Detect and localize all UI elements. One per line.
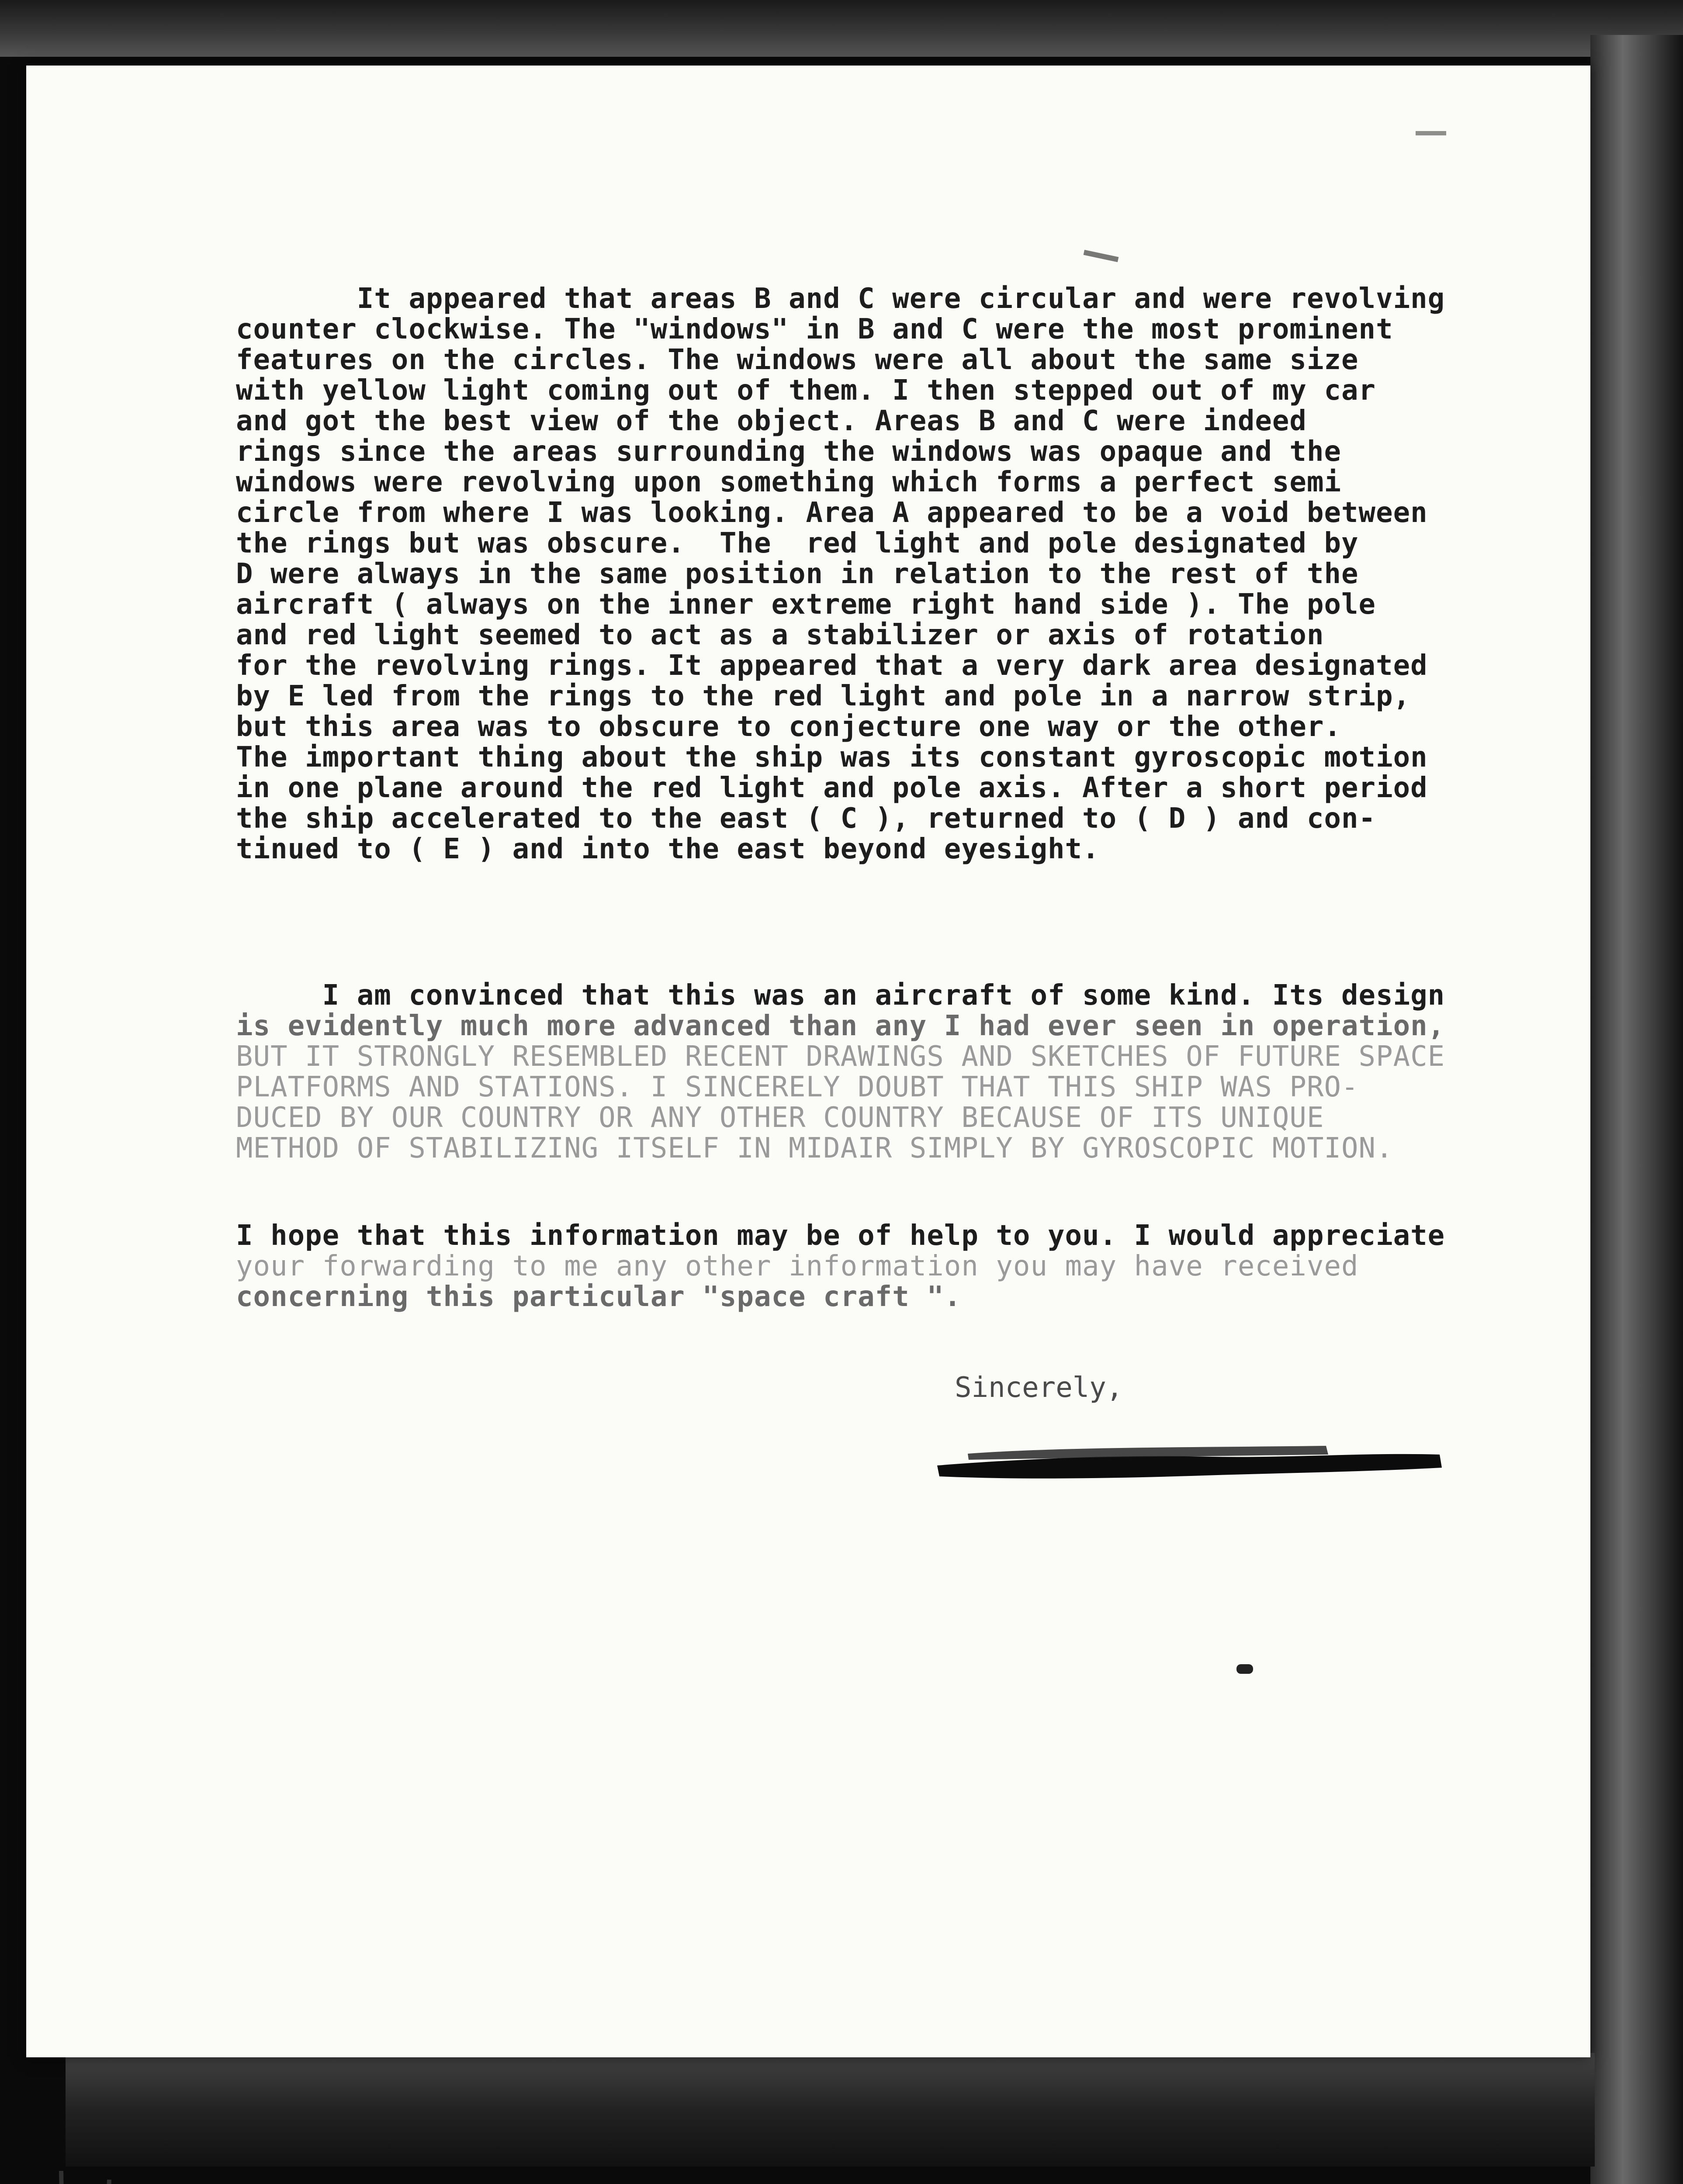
text-line: by E led from the rings to the red light and pole in a narrow strip, [236, 680, 1411, 712]
text-line: I am convinced that this was an aircraft of some kind. Its design [236, 979, 1445, 1012]
stray-mark-top [1084, 250, 1119, 262]
scan-lower-edge [66, 2053, 1595, 2167]
scan-right-edge [1590, 35, 1683, 2184]
text-line: and got the best view of the object. Areas B and C were indeed [236, 405, 1307, 437]
stray-mark-center [1236, 1664, 1253, 1674]
text-line: and red light seemed to act as a stabilizer or axis of rotation [236, 619, 1324, 651]
text-line: concerning this particular "space craft ". [236, 1281, 962, 1313]
text-line: the ship accelerated to the east ( C ), returned to ( D ) and con- [236, 802, 1376, 835]
text-line: BUT IT STRONGLY RESEMBLED RECENT DRAWINGS AND SKETCHES OF FUTURE SPACE [236, 1040, 1445, 1073]
text-line: aircraft ( always on the inner extreme right hand side ). The pole [236, 588, 1376, 621]
text-line: The important thing about the ship was its constant gyroscopic motion [236, 741, 1428, 774]
text-line: the rings but was obscure. The red light and pole designated by [236, 527, 1359, 560]
text-line: features on the circles. The windows were all about the same size [236, 344, 1359, 376]
redaction-bar [933, 1441, 1444, 1481]
closing-salutation: Sincerely, [955, 1372, 1123, 1404]
letter-page [26, 66, 1590, 2057]
text-line: with yellow light coming out of them. I then stepped out of my car [236, 374, 1376, 407]
text-line: D were always in the same position in relation to the rest of the [236, 558, 1359, 590]
text-line: counter clockwise. The "windows" in B and C were the most prominent [236, 313, 1393, 346]
text-line: but this area was to obscure to conjecture one way or the other. [236, 711, 1341, 743]
text-line: your forwarding to me any other information you may have received [236, 1250, 1359, 1282]
text-line: for the revolving rings. It appeared that a very dark area designated [236, 650, 1428, 682]
text-line: windows were revolving upon something which forms a perfect semi [236, 466, 1341, 498]
text-line: tinued to ( E ) and into the east beyond eyesight. [236, 833, 1100, 865]
text-line: rings since the areas surrounding the windows was opaque and the [236, 435, 1341, 468]
text-line: in one plane around the red light and pole axis. After a short period [236, 772, 1428, 804]
text-line: circle from where I was looking. Area A appeared to be a void between [236, 497, 1428, 529]
stray-mark-corner [1416, 131, 1446, 135]
text-line: I hope that this information may be of help to you. I would appreciate [236, 1220, 1445, 1252]
margin-scratch-marks [48, 2162, 162, 2184]
text-line: METHOD OF STABILIZING ITSELF IN MIDAIR SIMPLY BY GYROSCOPIC MOTION. [236, 1132, 1393, 1165]
scan-top-edge [0, 0, 1683, 57]
text-line: is evidently much more advanced than any I had ever seen in operation, [236, 1010, 1445, 1042]
text-line: PLATFORMS AND STATIONS. I SINCERELY DOUBT THAT THIS SHIP WAS PRO- [236, 1071, 1359, 1103]
text-line: It appeared that areas B and C were circular and were revolving [236, 283, 1445, 315]
text-line: DUCED BY OUR COUNTRY OR ANY OTHER COUNTRY BECAUSE OF ITS UNIQUE [236, 1102, 1324, 1134]
